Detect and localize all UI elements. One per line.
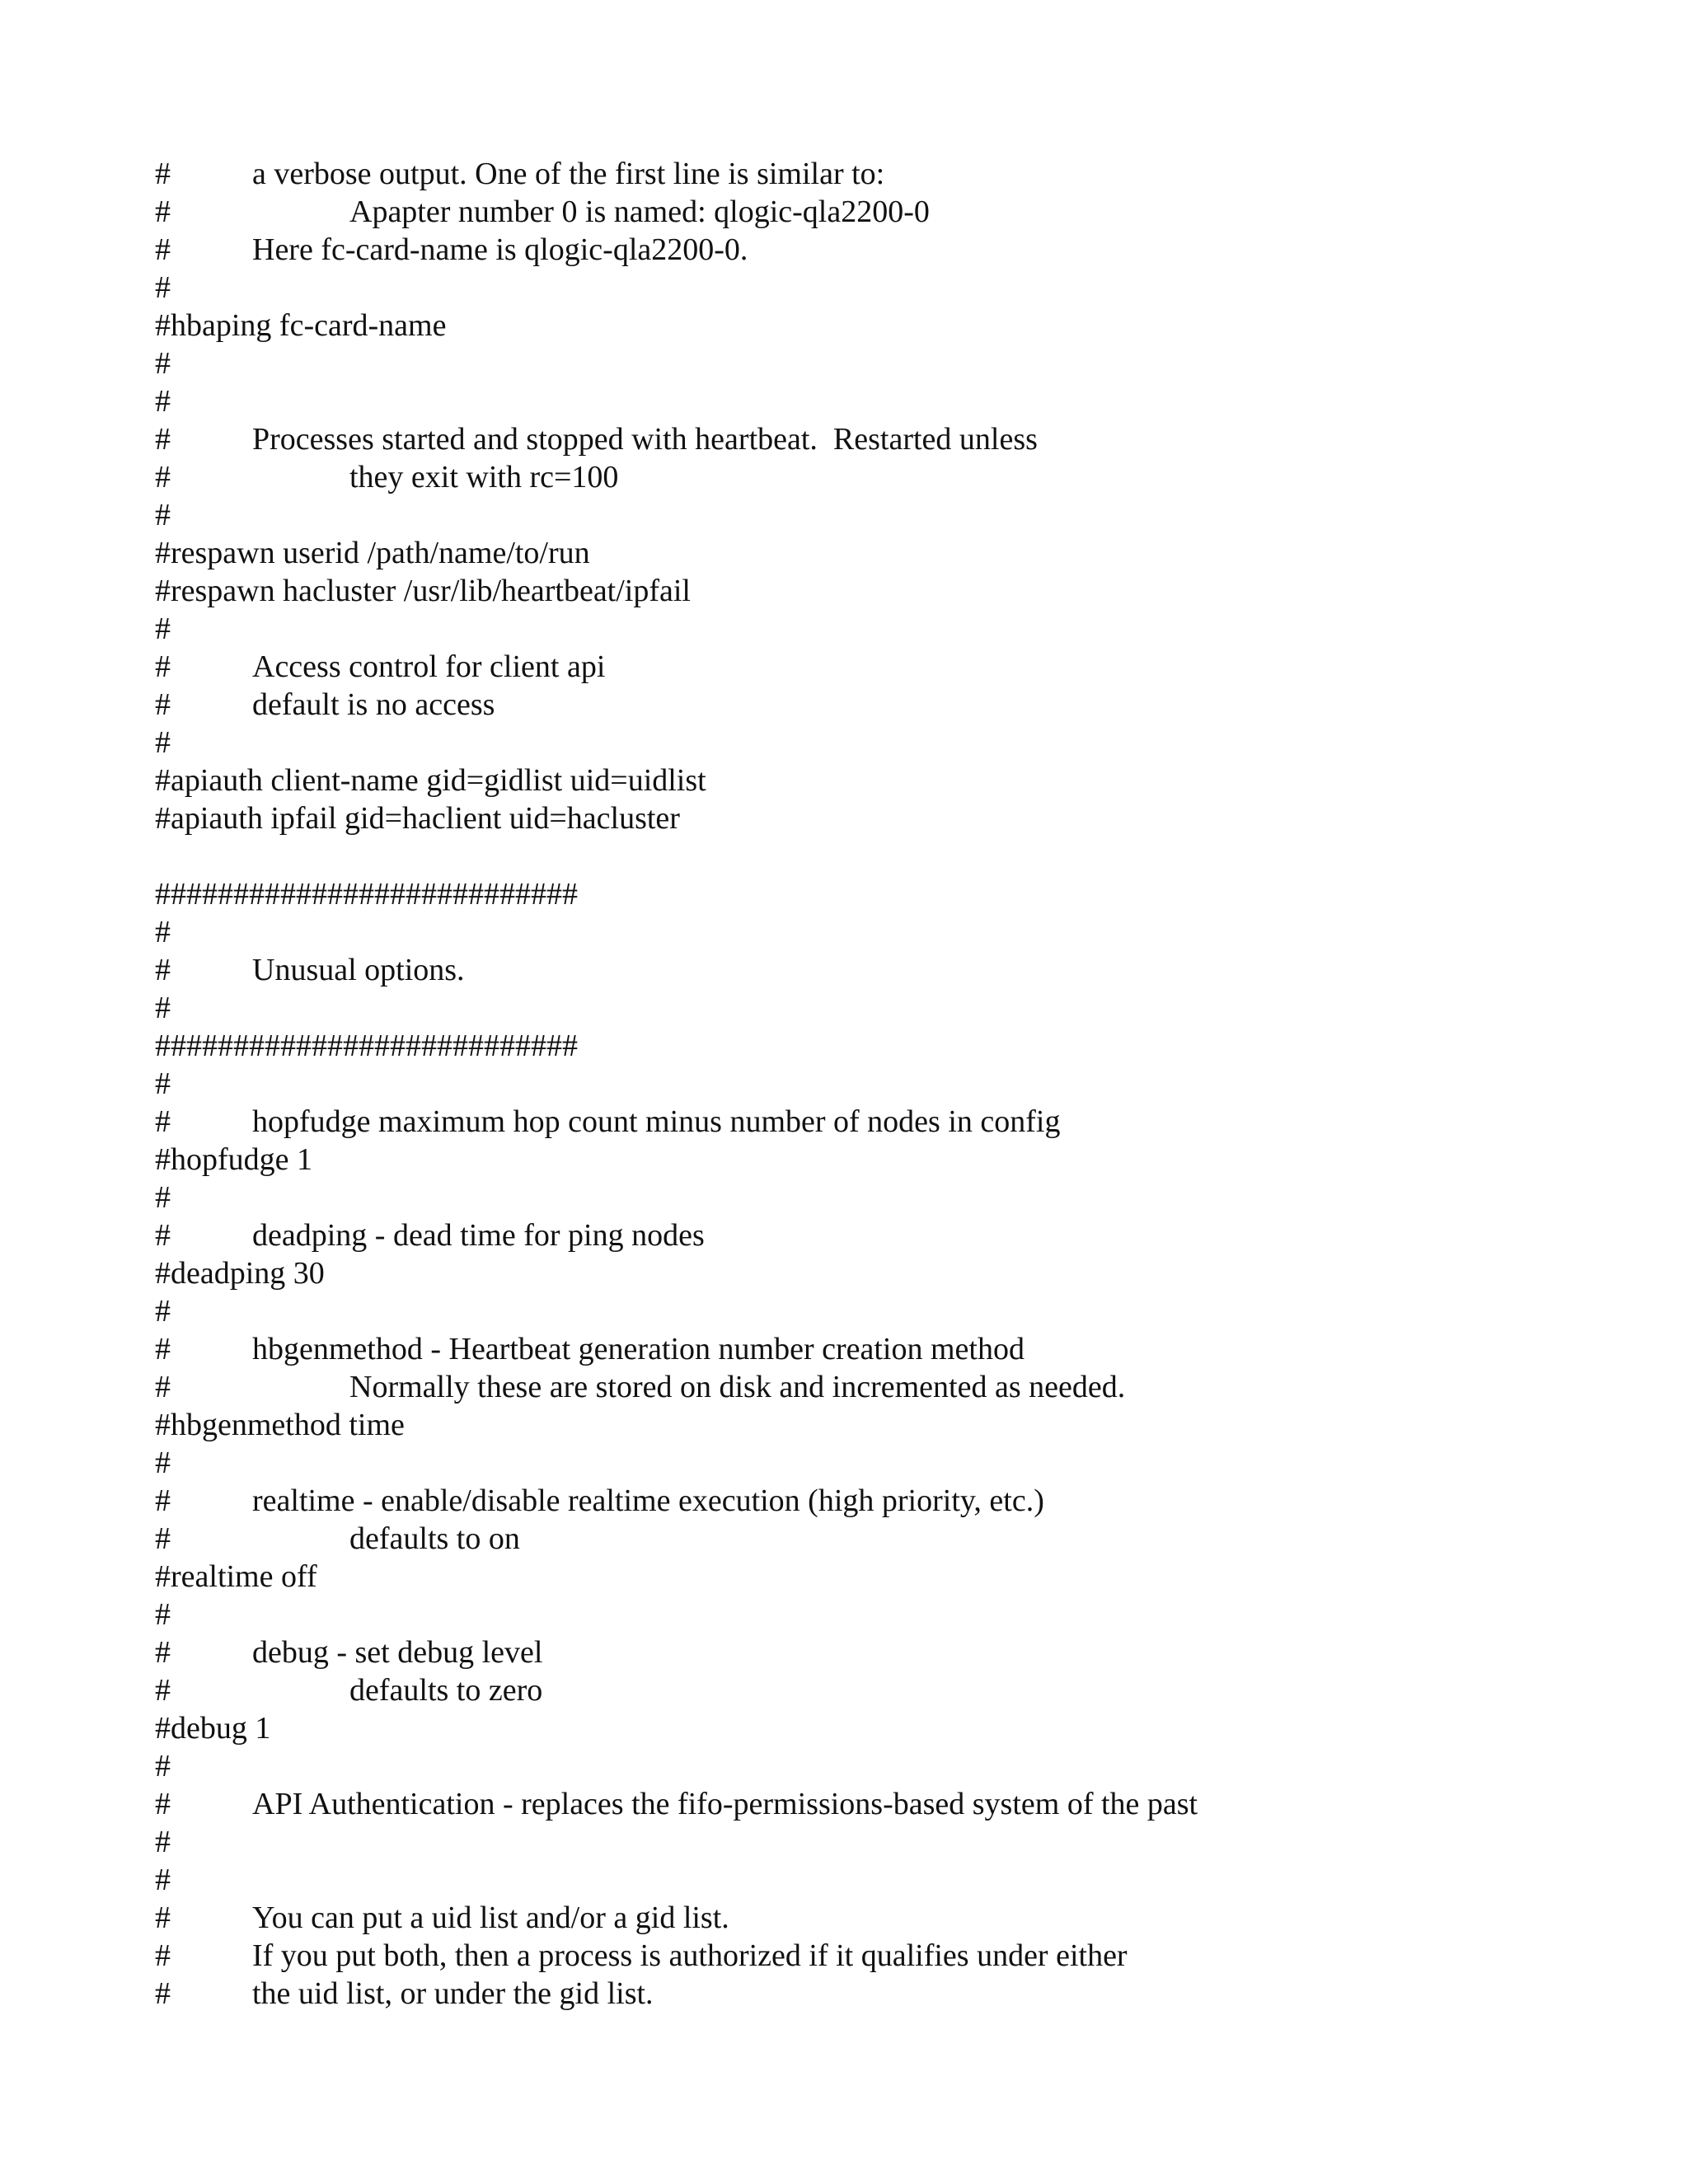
comment-marker: # [155, 1446, 171, 1480]
line-text: #apiauth ipfail gid=haclient uid=hacluster [155, 801, 680, 836]
document-line [155, 610, 1556, 648]
comment-marker: # [155, 270, 171, 305]
document-line [155, 875, 1556, 913]
document-line [155, 1709, 1556, 1747]
line-text: Processes started and stopped with heartbeat. Restarted unless [252, 422, 1038, 457]
comment-marker: # [155, 1294, 171, 1329]
document-line [155, 1596, 1556, 1633]
line-text: realtime - enable/disable realtime execution (high priority, etc.) [252, 1483, 1044, 1518]
comment-marker: # [155, 1863, 171, 1897]
document-line [155, 648, 1556, 686]
document-line [155, 193, 1556, 231]
document-line [155, 1103, 1556, 1141]
document-line [155, 799, 1556, 837]
comment-marker: # [155, 384, 171, 419]
line-text: Here fc-card-name is qlogic-qla2200-0. [252, 232, 748, 267]
comment-marker: # [155, 1066, 171, 1101]
line-text: You can put a uid list and/or a gid list. [252, 1900, 729, 1935]
comment-marker: # [155, 1825, 171, 1859]
document-line [155, 1899, 1556, 1937]
line-text: #deadping 30 [155, 1256, 325, 1291]
document-line [155, 420, 1556, 458]
line-text: #hopfudge 1 [155, 1142, 313, 1177]
comment-marker: # [155, 991, 171, 1025]
document-line [155, 534, 1556, 572]
comment-marker: # [155, 1635, 171, 1670]
document-line [155, 1179, 1556, 1216]
document-line [155, 951, 1556, 989]
line-text: the uid list, or under the gid list. [252, 1976, 654, 2011]
document-line [155, 1216, 1556, 1254]
document-line [155, 1406, 1556, 1444]
comment-marker: # [155, 346, 171, 381]
document-line [155, 496, 1556, 534]
comment-marker: # [155, 725, 171, 760]
comment-marker: # [155, 157, 171, 191]
comment-marker: # [155, 1332, 171, 1366]
comment-marker: # [155, 460, 171, 494]
comment-marker: # [155, 498, 171, 532]
line-text: #respawn hacluster /usr/lib/heartbeat/ipfail [155, 574, 691, 608]
line-text: ########################### [155, 877, 578, 912]
line-text: Unusual options. [252, 953, 465, 987]
document-line [155, 269, 1556, 307]
document-line [155, 1558, 1556, 1596]
line-text: hopfudge maximum hop count minus number of nodes in config [252, 1104, 1061, 1139]
comment-marker: # [155, 1483, 171, 1518]
comment-marker: # [155, 1104, 171, 1139]
document-line [155, 1141, 1556, 1179]
line-text: #respawn userid /path/name/to/run [155, 536, 590, 570]
line-text: Access control for client api [252, 649, 606, 684]
comment-marker: # [155, 1976, 171, 2011]
comment-marker: # [155, 422, 171, 457]
document-line [155, 458, 1556, 496]
document-line [155, 724, 1556, 762]
document-line [155, 1254, 1556, 1292]
line-text: #debug 1 [155, 1711, 271, 1746]
line-text: deadping - dead time for ping nodes [252, 1218, 705, 1253]
line-text: #hbgenmethod time [155, 1408, 405, 1442]
line-text: they exit with rc=100 [349, 460, 619, 494]
line-text: default is no access [252, 687, 495, 722]
document-line [155, 1292, 1556, 1330]
line-text: debug - set debug level [252, 1635, 543, 1670]
document-line [155, 382, 1556, 420]
document-body [155, 155, 1556, 2013]
document-line [155, 1520, 1556, 1558]
line-text: hbgenmethod - Heartbeat generation number creation method [252, 1332, 1025, 1366]
line-text: a verbose output. One of the first line is similar to: [252, 157, 885, 191]
comment-marker: # [155, 1218, 171, 1253]
line-text: defaults to on [349, 1521, 520, 1556]
document-line [155, 1747, 1556, 1785]
comment-marker: # [155, 687, 171, 722]
line-text: If you put both, then a process is authorized if it qualifies under either [252, 1938, 1128, 1973]
document-line [155, 1937, 1556, 1975]
comment-marker: # [155, 1749, 171, 1783]
document-line [155, 344, 1556, 382]
comment-marker: # [155, 953, 171, 987]
document-line [155, 837, 1556, 875]
line-text: Apapter number 0 is named: qlogic-qla2200-0 [349, 194, 930, 229]
document-line [155, 1444, 1556, 1482]
line-text: #apiauth client-name gid=gidlist uid=uidlist [155, 763, 706, 798]
comment-marker: # [155, 1370, 171, 1404]
document-line [155, 1823, 1556, 1861]
document-line [155, 1785, 1556, 1823]
document-line [155, 1975, 1556, 2013]
document-line [155, 762, 1556, 799]
document-line [155, 686, 1556, 724]
line-text: defaults to zero [349, 1673, 543, 1708]
comment-marker: # [155, 612, 171, 646]
comment-marker: # [155, 915, 171, 949]
line-text: API Authentication - replaces the fifo-permissions-based system of the past [252, 1787, 1198, 1821]
document-line [155, 307, 1556, 344]
comment-marker: # [155, 1900, 171, 1935]
comment-marker: # [155, 232, 171, 267]
comment-marker: # [155, 1787, 171, 1821]
line-text: #hbaping fc-card-name [155, 308, 447, 343]
comment-marker: # [155, 1673, 171, 1708]
comment-marker: # [155, 1521, 171, 1556]
document-line [155, 155, 1556, 193]
document-line [155, 572, 1556, 610]
document-line [155, 1633, 1556, 1671]
document-line [155, 1368, 1556, 1406]
line-text: Normally these are stored on disk and incremented as needed. [349, 1370, 1126, 1404]
line-text: #realtime off [155, 1559, 317, 1594]
comment-marker: # [155, 1938, 171, 1973]
line-text: ########################### [155, 1029, 578, 1063]
document-line [155, 1027, 1556, 1065]
document-line [155, 1671, 1556, 1709]
document-line [155, 989, 1556, 1027]
comment-marker: # [155, 194, 171, 229]
comment-marker: # [155, 1180, 171, 1215]
comment-marker: # [155, 1597, 171, 1632]
document-line [155, 231, 1556, 269]
document-line [155, 1861, 1556, 1899]
document-line [155, 1482, 1556, 1520]
comment-marker: # [155, 649, 171, 684]
document-line [155, 1330, 1556, 1368]
document-line [155, 1065, 1556, 1103]
document-line [155, 913, 1556, 951]
